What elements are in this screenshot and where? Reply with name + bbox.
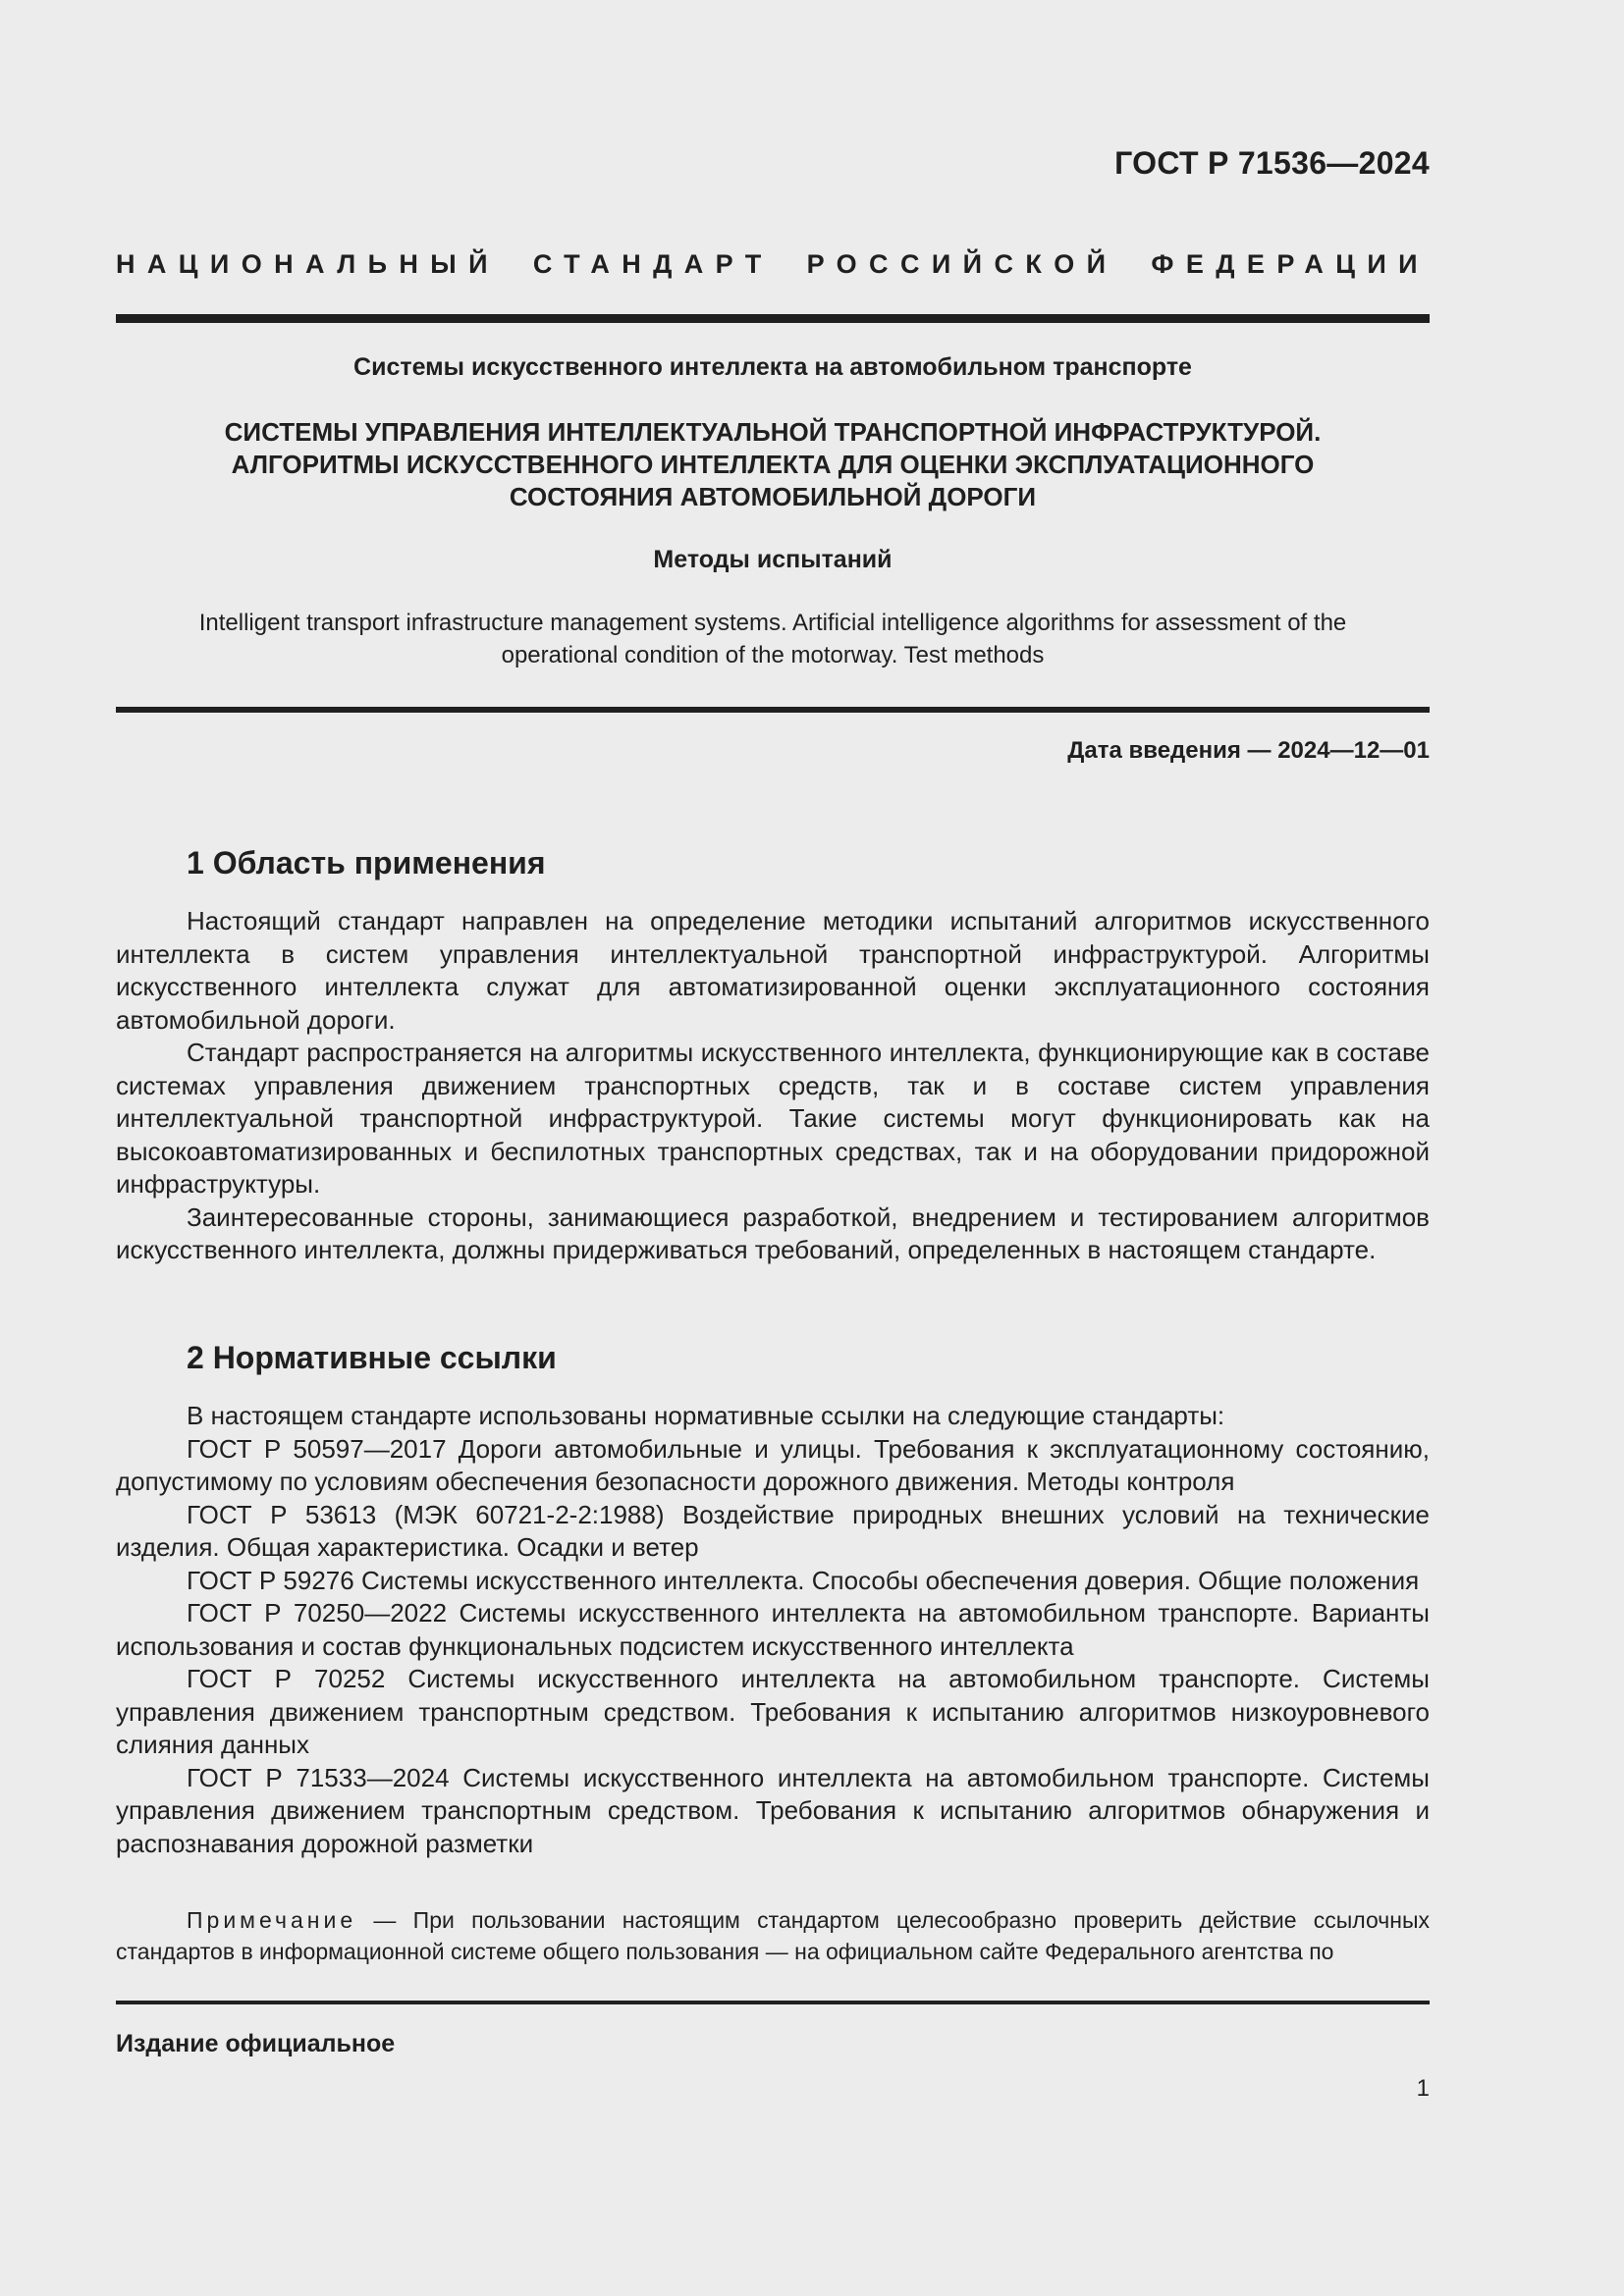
paragraph: Стандарт распространяется на алгоритмы искусственного интеллекта, функционирующие как в составе системах управления движением транспортных средств, так и в составе систем управления интеллектуальной транспортной инфраструктурой. Такие системы могут функционировать как на высокоавтоматизированных и беспилотных транспортных средствах, так и на оборудовании придорожной инфраструктуры.: [116, 1038, 1430, 1199]
title-rule: [116, 707, 1430, 713]
section-1-heading: 1 Область применения: [187, 845, 546, 881]
reference-item: ГОСТ Р 59276 Системы искусственного интеллекта. Способы обеспечения доверия. Общие положения: [187, 1565, 1420, 1595]
national-standard-banner: НАЦИОНАЛЬНЫЙ СТАНДАРТ РОССИЙСКОЙ ФЕДЕРАЦИИ: [116, 249, 1430, 279]
note-paragraph: [116, 1904, 1430, 1967]
document-code: ГОСТ Р 71536—2024: [1114, 145, 1430, 181]
english-title-line-1: Intelligent transport infrastructure management systems. Artificial intelligence algorithms for assessment of the: [198, 610, 1347, 636]
introduction-date: Дата введения — 2024—12—01: [1067, 737, 1430, 764]
paragraph: Заинтересованные стороны, занимающиеся разработкой, внедрением и тестированием алгоритмов искусственного интеллекта, должны придерживаться требований, определенных в настоящем стандарте.: [116, 1201, 1430, 1264]
reference-item: ГОСТ Р 70252 Системы искусственного интеллекта на автомобильном транспорте. Системы управления движением транспортным средством. Требования к испытанию алгоритмов низкоуровневого слияния данных: [116, 1664, 1430, 1759]
page-number: 1: [1416, 2075, 1430, 2102]
english-title: [116, 607, 1430, 671]
section-2-body: [116, 1400, 1430, 1860]
section-2-heading: 2 Нормативные ссылки: [187, 1340, 557, 1375]
reference-item: ГОСТ Р 71533—2024 Системы искусственного интеллекта на автомобильном транспорте. Системы управления движением транспортным средством. Требования к испытанию алгоритмов обнаружения и распознавания дорожной разметки: [116, 1762, 1430, 1858]
footer-rule: [116, 2001, 1430, 2004]
english-title-line-2: operational condition of the motorway. Test methods: [501, 642, 1045, 668]
document-page: [116, 0, 1430, 2296]
note-label: Примечание: [187, 1907, 357, 1933]
header-rule: [116, 314, 1430, 323]
methods-subtitle: Методы испытаний: [653, 546, 893, 573]
main-title-line-1: СИСТЕМЫ УПРАВЛЕНИЯ ИНТЕЛЛЕКТУАЛЬНОЙ ТРАНСПОРТНОЙ ИНФРАСТРУКТУРОЙ.: [224, 417, 1322, 447]
note: [116, 1904, 1430, 1967]
main-title-line-3: СОСТОЯНИЯ АВТОМОБИЛЬНОЙ ДОРОГИ: [509, 482, 1037, 511]
paragraph: Настоящий стандарт направлен на определение методики испытаний алгоритмов искусственного интеллекта в систем управления интеллектуальной транспортной инфраструктурой. Алгоритмы искусственного интеллекта служат для автоматизированной оценки эксплуатационного состояния автомобильной дороги.: [116, 906, 1430, 1035]
series-title: Системы искусственного интеллекта на автомобильном транспорте: [353, 353, 1192, 381]
reference-item: ГОСТ Р 50597—2017 Дороги автомобильные и улицы. Требования к эксплуатационному состоянию, допустимому по условиям обеспечения безопасности дорожного движения. Методы контроля: [116, 1433, 1430, 1496]
note-text: — При пользовании настоящим стандартом целесообразно проверить действие ссылочных стандартов в информационной системе общего пользования — на официальном сайте Федерального агентства по: [116, 1907, 1430, 1964]
reference-item: ГОСТ Р 53613 (МЭК 60721-2-2:1988) Воздействие природных внешних условий на технические изделия. Общая характеристика. Осадки и ветер: [116, 1499, 1430, 1562]
section-1-body: [116, 905, 1430, 1267]
reference-item: ГОСТ Р 70250—2022 Системы искусственного интеллекта на автомобильном транспорте. Варианты использования и состав функциональных подсистем искусственного интеллекта: [116, 1598, 1430, 1661]
paragraph: В настоящем стандарте использованы нормативные ссылки на следующие стандарты:: [187, 1401, 1225, 1430]
main-title-line-2: АЛГОРИТМЫ ИСКУССТВЕННОГО ИНТЕЛЛЕКТА ДЛЯ ОЦЕНКИ ЭКСПЛУАТАЦИОННОГО: [231, 450, 1315, 479]
official-edition-label: Издание официальное: [116, 2030, 396, 2057]
main-title: [116, 416, 1430, 513]
